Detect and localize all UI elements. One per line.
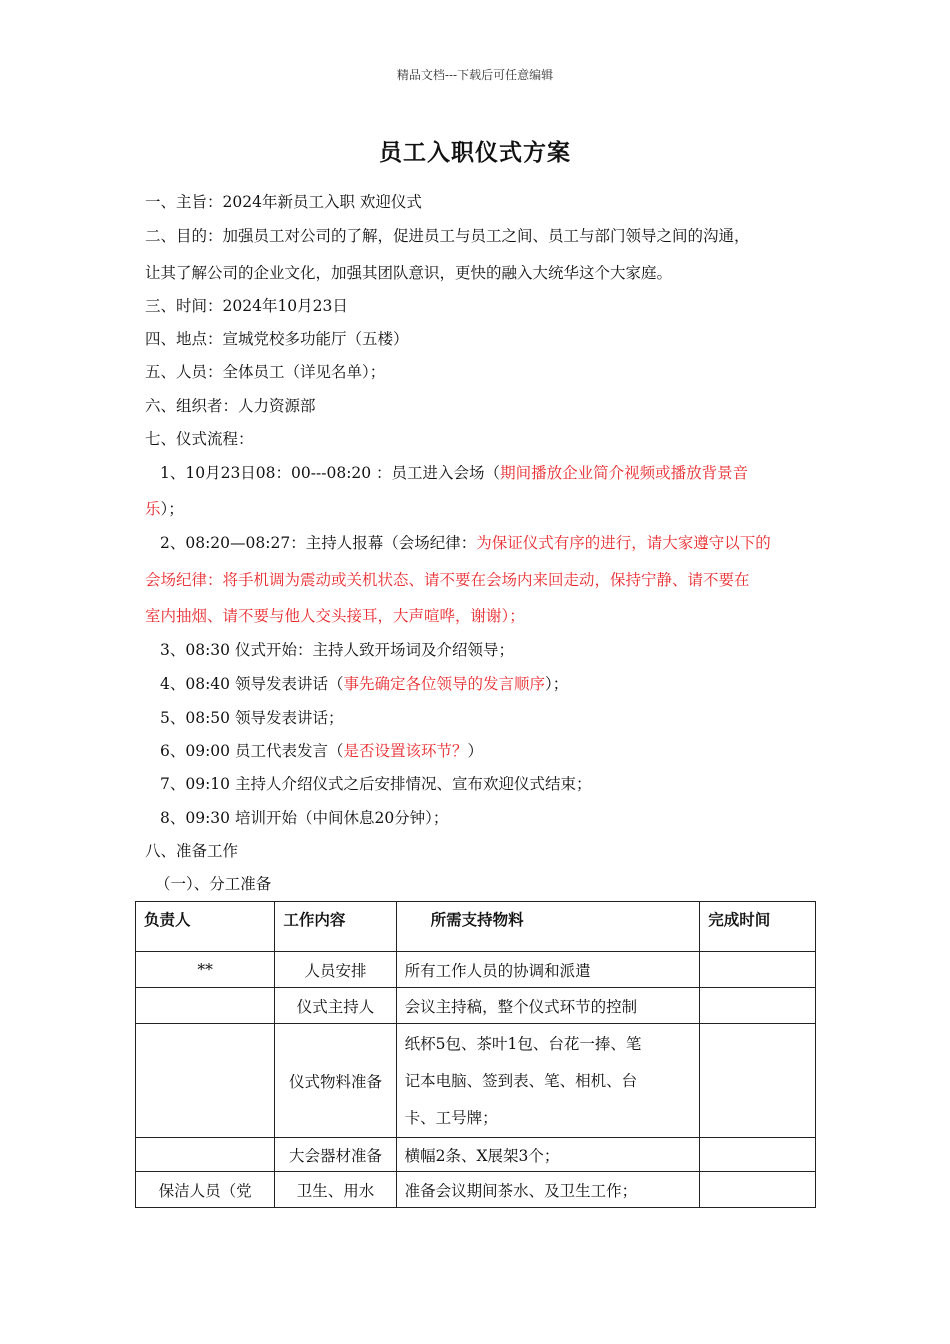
- cell-time: [700, 1138, 816, 1172]
- flow-note: 是否设置该环节？: [343, 742, 468, 760]
- table-row: [136, 1024, 816, 1138]
- material-line: 卡、工号牌；: [404, 1109, 498, 1127]
- flow-text: 6、09:00 员工代表发言（: [160, 742, 344, 760]
- table-row: [136, 1138, 816, 1172]
- cell-material: 会议主持稿，整个仪式环节的控制: [396, 988, 700, 1024]
- flow-text: ）: [467, 742, 483, 760]
- section-location: 四、地点：宣城党校多功能厅（五楼）: [145, 330, 409, 348]
- flow-item-1-line2: [145, 497, 184, 519]
- flow-item-4: [160, 672, 568, 694]
- flow-item-3: 3、08:30 仪式开始：主持人致开场词及介绍领导；: [160, 641, 514, 659]
- section-goal-line1: 二、目的：加强员工对公司的了解，促进员工与员工之间、员工与部门领导之间的沟通，: [145, 227, 750, 245]
- section-preparation-sub: （一）、分工准备: [155, 875, 272, 893]
- flow-text: 4、08:40 领导发表讲话（: [160, 675, 344, 693]
- material-line: 记本电脑、签到表、笔、相机、台: [404, 1072, 638, 1090]
- flow-item-6: [160, 739, 483, 761]
- table-row: [136, 1172, 816, 1208]
- header-owner: 负责人: [136, 902, 275, 952]
- flow-text: 1、10月23日08：00---08:20 ：员工进入会场（: [160, 464, 501, 482]
- table-row: [136, 952, 816, 988]
- flow-item-7: 7、09:10 主持人介绍仪式之后安排情况、宣布欢迎仪式结束；: [160, 775, 592, 793]
- flow-text: 2、08:20—08:27：主持人报幕（会场纪律：: [160, 534, 477, 552]
- header-task: 工作内容: [275, 902, 396, 952]
- cell-owner: [136, 988, 275, 1024]
- cell-task: 大会器材准备: [275, 1138, 396, 1172]
- flow-item-1-line1: [160, 461, 748, 483]
- cell-time: [700, 1172, 816, 1208]
- flow-item-5: 5、08:50 领导发表讲话；: [160, 709, 344, 727]
- table-header-row: [136, 902, 816, 952]
- document-title: 员工入职仪式方案: [379, 139, 571, 166]
- cell-task: 仪式主持人: [275, 988, 396, 1024]
- section-purpose: 一、主旨：2024年新员工入职 欢迎仪式: [145, 193, 422, 211]
- section-time: 三、时间：2024年10月23日: [145, 297, 348, 315]
- section-organizer: 六、组织者：人力资源部: [145, 397, 316, 415]
- cell-task: 卫生、用水: [275, 1172, 396, 1208]
- flow-item-8: 8、09:30 培训开始（中间休息20分钟）；: [160, 809, 449, 827]
- flow-item-2-line3: 室内抽烟、请不要与他人交头接耳，大声喧哗，谢谢）；: [145, 607, 525, 625]
- cell-owner: **: [136, 952, 275, 988]
- flow-item-2-line1: [160, 531, 771, 553]
- cell-time: [700, 988, 816, 1024]
- section-preparation: 八、准备工作: [145, 842, 239, 860]
- table-row: [136, 988, 816, 1024]
- cell-owner: [136, 1138, 275, 1172]
- flow-note: 乐: [145, 500, 161, 518]
- flow-text: ）；: [160, 500, 184, 518]
- material-line: 纸杯5包、茶叶1包、台花一捧、笔: [404, 1035, 642, 1053]
- section-flow-heading: 七、仪式流程：: [145, 430, 254, 448]
- cell-material: [396, 1024, 700, 1138]
- cell-owner: 保洁人员（党: [136, 1172, 275, 1208]
- header-time: 完成时间: [700, 902, 816, 952]
- flow-note: 期间播放企业简介视频或播放背景音: [500, 464, 749, 482]
- cell-task: 仪式物料准备: [275, 1024, 396, 1138]
- flow-item-2-line2: 会场纪律：将手机调为震动或关机状态、请不要在会场内来回走动，保持宁静、请不要在: [145, 571, 750, 589]
- cell-material: 准备会议期间茶水、及卫生工作；: [396, 1172, 700, 1208]
- cell-task: 人员安排: [275, 952, 396, 988]
- document-header: 精品文档---下载后可任意编辑: [396, 68, 554, 82]
- cell-material: 横幅2条、X展架3个；: [396, 1138, 700, 1172]
- cell-owner: [136, 1024, 275, 1138]
- flow-note: 为保证仪式有序的进行，请大家遵守以下的: [476, 534, 771, 552]
- flow-text: ）；: [544, 675, 569, 693]
- cell-time: [700, 952, 816, 988]
- header-material: 所需支持物料: [396, 902, 700, 952]
- flow-note: 事先确定各位领导的发言顺序: [343, 675, 545, 693]
- task-table: [135, 901, 816, 1208]
- cell-time: [700, 1024, 816, 1138]
- cell-material: 所有工作人员的协调和派遣: [396, 952, 700, 988]
- section-goal-line2: 让其了解公司的企业文化，加强其团队意识，更快的融入大统华这个大家庭。: [145, 264, 673, 282]
- section-personnel: 五、人员：全体员工（详见名单）；: [145, 363, 386, 381]
